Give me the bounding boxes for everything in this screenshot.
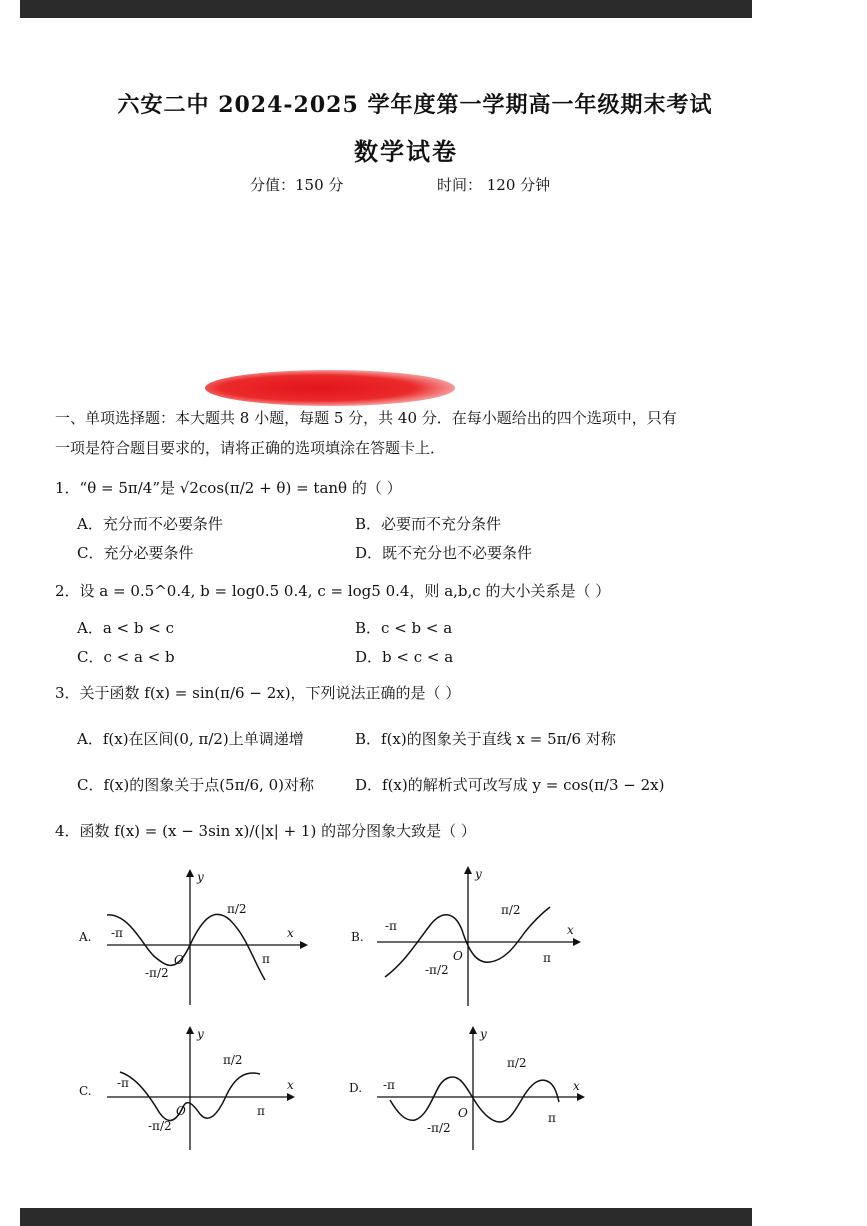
q2-stem: 2．设 a = 0.5^0.4, b = log0.5 0.4, c = log5 0.4，则 a,b,c 的大小关系是（ ） [55,582,611,600]
section1-line2: 一项是符合题目要求的，请将正确的选项填涂在答题卡上． [55,439,446,457]
top-dark-band [20,0,752,18]
graph-c-half-pi: π/2 [223,1053,243,1067]
q3-option-b: B．f(x)的图象关于直线 x = 5π/6 对称 [355,730,616,748]
graph-b-neg-pi: -π [385,919,397,933]
graph-b-origin: O [453,949,463,963]
q3-option-c: C．f(x)的图象关于点(5π/6, 0)对称 [77,776,314,794]
graph-d-neg-pi: -π [383,1078,395,1092]
exam-subtitle: 数学试卷 [354,137,458,166]
graph-b-y-arrow [464,866,472,874]
q1-stem: 1．“θ = 5π/4”是 √2cos(π/2 + θ) = tanθ 的（ ） [55,479,402,497]
graph-a-half-pi: π/2 [227,902,247,916]
graph-d-x-arrow [577,1093,585,1101]
q3-option-a: A．f(x)在区间(0, π/2)上单调递增 [77,730,304,748]
graph-c-y-arrow [186,1026,194,1034]
q1-option-a: A．充分而不必要条件 [77,515,223,533]
graph-d-neg-half-pi: -π/2 [427,1121,451,1135]
q4-stem: 4．函数 f(x) = (x − 3sin x)/(|x| + 1) 的部分图象大致是（ ） [55,822,476,840]
q1-option-c: C．充分必要条件 [77,544,194,562]
graph-a-x-label: x [287,926,294,940]
graph-c-label: C. [79,1084,92,1098]
graph-b-label: B. [351,930,364,944]
red-smear-mark [205,370,455,406]
q3-option-d: D．f(x)的解析式可改写成 y = cos(π/3 − 2x) [355,776,665,794]
graph-b-x-arrow [573,938,581,946]
graph-d-pi: π [548,1111,556,1125]
graph-a-label: A. [79,930,92,944]
graph-d-curve [390,1077,559,1122]
graph-b-x-label: x [567,923,574,937]
graph-a-y-label: y [197,870,204,884]
q2-option-d: D．b < c < a [355,648,454,666]
graph-a-y-arrow [186,869,194,877]
graph-c-neg-half-pi: -π/2 [148,1119,172,1133]
bottom-dark-band [20,1208,752,1226]
graph-b-neg-half-pi: -π/2 [425,963,449,977]
graph-a-pi: π [262,952,270,966]
graph-a-origin: O [174,953,184,967]
graph-b-y-label: y [475,867,482,881]
graph-a-curve [107,914,265,980]
graph-d-label: D. [349,1081,363,1095]
graph-b [345,862,590,1010]
q1-option-d: D．既不充分也不必要条件 [355,544,533,562]
score-label: 分值：150 分 [250,176,344,194]
q1-option-b: B．必要而不充分条件 [355,515,502,533]
section1-line1: 一、单项选择题：本大题共 8 小题，每题 5 分，共 40 分．在每小题给出的四个选项中，只有 [55,409,677,427]
graph-c-origin: O [176,1104,186,1118]
graph-d-half-pi: π/2 [507,1056,527,1070]
graph-d-y-label: y [480,1027,487,1041]
q2-option-a: A．a < b < c [77,619,174,637]
graph-a-neg-pi: -π [111,926,123,940]
q3-stem: 3．关于函数 f(x) = sin(π/6 − 2x)，下列说法正确的是（ ） [55,684,461,702]
graph-c-pi: π [257,1104,265,1118]
graph-d-y-arrow [469,1026,477,1034]
graph-a [75,865,315,1010]
graph-c [75,1022,315,1152]
graph-d-x-label: x [573,1079,580,1093]
graph-d-origin: O [458,1106,468,1120]
graph-b-pi: π [543,951,551,965]
q2-option-c: C．c < a < b [77,648,175,666]
time-label: 时间： 120 分钟 [437,176,551,194]
graph-b-half-pi: π/2 [501,903,521,917]
exam-title: 六安二中 2024-2025 学年度第一学期高一年级期末考试 [117,92,713,118]
graph-c-x-label: x [287,1078,294,1092]
graph-c-y-label: y [197,1027,204,1041]
graph-c-x-arrow [287,1093,295,1101]
graph-a-neg-half-pi: -π/2 [145,966,169,980]
q2-option-b: B．c < b < a [355,619,453,637]
graph-a-x-arrow [300,941,308,949]
graph-c-neg-pi: -π [117,1076,129,1090]
graph-d [345,1022,590,1152]
